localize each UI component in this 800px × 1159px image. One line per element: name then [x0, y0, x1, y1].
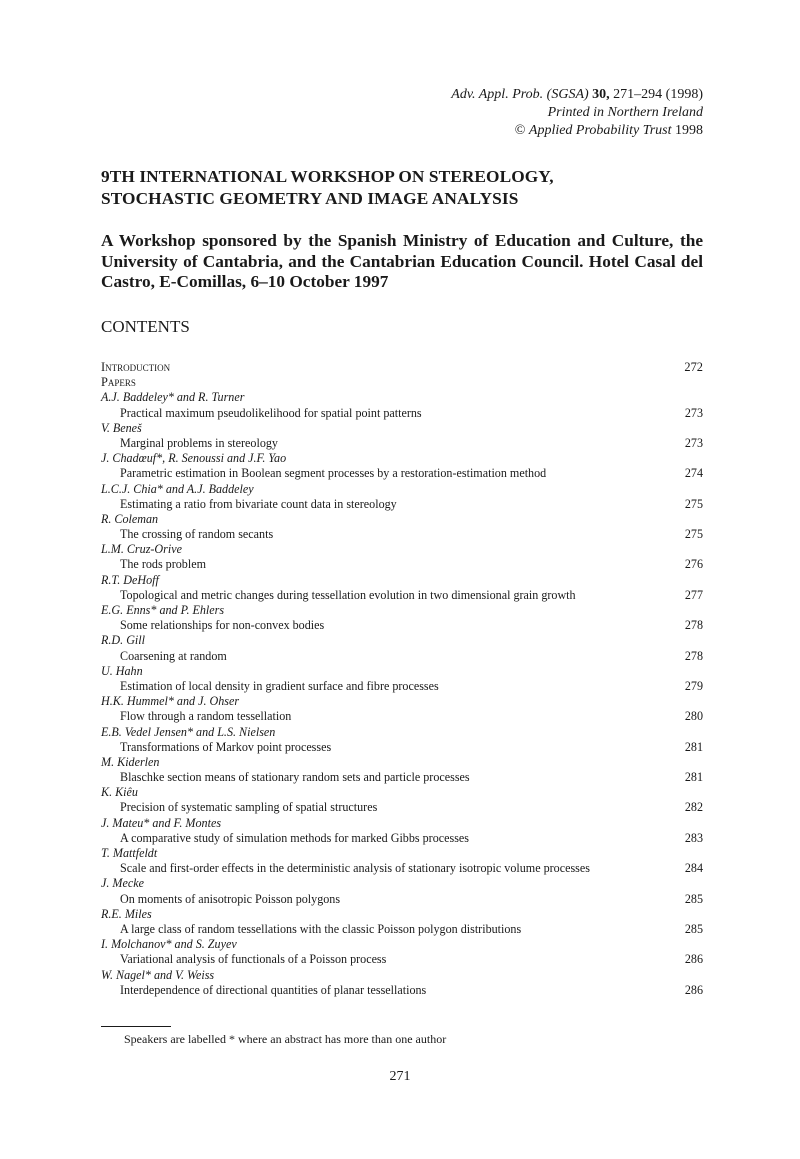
page-title — [101, 166, 661, 210]
title-line-1: 9TH INTERNATIONAL WORKSHOP ON STEREOLOGY, — [101, 167, 554, 186]
toc-entry-authors: L.M. Cruz-Orive — [101, 542, 182, 557]
toc-entry-title: Variational analysis of functionals of a Poisson process — [120, 952, 387, 967]
toc-entry-title-row[interactable] — [101, 709, 703, 724]
toc-entry-title-row[interactable] — [101, 618, 703, 633]
toc-entry-page: 275 — [684, 527, 703, 542]
toc-entry-title: A large class of random tessellations with the classic Poisson polygon distributions — [120, 921, 522, 936]
toc-entry-title: Parametric estimation in Boolean segment processes by a restoration-estimation method — [120, 466, 547, 481]
toc-entry-authors: T. Mattfeldt — [101, 846, 158, 860]
toc-entry-title-row[interactable] — [101, 922, 703, 937]
toc-entry-title: Coarsening at random — [120, 648, 227, 663]
toc-entry-title: The crossing of random secants — [120, 527, 274, 542]
trust-name: Applied Probability Trust — [528, 123, 672, 138]
toc-entry-authors: J. Chadœuf*, R. Senoussi and J.F. Yao — [101, 451, 287, 466]
toc-entry-title-row[interactable] — [101, 892, 703, 907]
toc-entry-title: Blaschke section means of stationary random sets and particle processes — [120, 770, 470, 785]
toc-entry-page: 279 — [684, 678, 703, 693]
citation-line — [451, 86, 703, 104]
toc-entry-authors: K. Kiêu — [101, 785, 138, 800]
toc-entry-page: 283 — [684, 830, 703, 845]
table-of-contents — [101, 360, 703, 998]
toc-entry-page: 281 — [684, 739, 703, 754]
toc-entry-title: Practical maximum pseudolikelihood for spatial point patterns — [120, 405, 422, 420]
trust-year: 1998 — [675, 123, 703, 138]
workshop-subtitle: A Workshop sponsored by the Spanish Ministry of Education and Culture, the University of Cantabria, and the Cantabrian Education Council. Hotel Casal del Castro, E-Comillas, 6–10 October 1997 — [101, 231, 703, 291]
toc-introduction-label: Introduction — [101, 360, 171, 374]
toc-entry-title: Flow through a random tessellation — [120, 709, 292, 724]
toc-entry-title-row[interactable] — [101, 406, 703, 421]
toc-entry-page: 285 — [684, 891, 703, 906]
toc-entry-page: 275 — [684, 496, 703, 511]
toc-entry-authors: J. Mecke — [101, 876, 144, 891]
contents-heading: CONTENTS — [101, 317, 190, 336]
toc-entry-page: 282 — [684, 800, 703, 815]
toc-entry-authors: J. Mateu* and F. Montes — [101, 815, 222, 830]
toc-entry-authors: E.B. Vedel Jensen* and L.S. Nielsen — [101, 724, 276, 739]
toc-entry-authors: H.K. Hummel* and J. Ohser — [101, 694, 240, 709]
toc-entry-authors: R.E. Miles — [101, 906, 152, 921]
toc-entry-authors: R.D. Gill — [101, 633, 146, 648]
footnote: Speakers are labelled * where an abstract has more than one author — [124, 1032, 447, 1046]
toc-entry-title-row[interactable] — [101, 497, 703, 512]
toc-entry-page: 273 — [684, 405, 703, 420]
toc-entry-page: 277 — [684, 587, 703, 602]
toc-entries — [101, 390, 703, 998]
copyright-icon: © — [514, 123, 526, 138]
printed-line: Printed in Northern Ireland — [547, 105, 703, 120]
toc-entry-authors: E.G. Enns* and P. Ehlers — [101, 603, 225, 617]
toc-entry-title: On moments of anisotropic Poisson polygons — [120, 891, 341, 906]
toc-entry-title: The rods problem — [120, 557, 206, 572]
toc-entry-title-row[interactable] — [101, 952, 703, 967]
toc-entry-authors: I. Molchanov* and S. Zuyev — [101, 937, 237, 952]
toc-entry-authors: L.C.J. Chia* and A.J. Baddeley — [101, 481, 254, 496]
toc-entry-title-row[interactable] — [101, 466, 703, 481]
toc-entry-title-row[interactable] — [101, 740, 703, 755]
toc-entry-title-row[interactable] — [101, 436, 703, 451]
toc-entry-title-row[interactable] — [101, 983, 703, 998]
toc-entry-title: Some relationships for non-convex bodies — [120, 618, 325, 633]
copyright-line — [451, 122, 703, 140]
page-number: 271 — [389, 1069, 411, 1084]
toc-entry-authors: U. Hahn — [101, 663, 143, 678]
toc-entry-page: 274 — [684, 466, 703, 481]
toc-introduction-page: 272 — [684, 360, 703, 374]
toc-entry-title: Estimating a ratio from bivariate count data in stereology — [120, 496, 397, 511]
toc-papers-heading: Papers — [101, 375, 136, 390]
toc-entry-authors: R.T. DeHoff — [101, 572, 159, 587]
toc-entry-authors: M. Kiderlen — [101, 754, 160, 769]
toc-entry-authors: W. Nagel* and V. Weiss — [101, 967, 215, 982]
toc-entry-title-row[interactable] — [101, 679, 703, 694]
toc-entry-title: A comparative study of simulation methods for marked Gibbs processes — [120, 830, 469, 845]
toc-entry-title: Interdependence of directional quantities of planar tessellations — [120, 982, 427, 997]
toc-entry-title-row[interactable] — [101, 527, 703, 542]
toc-entry-page: 278 — [684, 618, 703, 633]
toc-entry-authors: A.J. Baddeley* and R. Turner — [101, 390, 245, 405]
toc-entry-title: Topological and metric changes during tessellation evolution in two dimensional grain growth — [120, 587, 576, 602]
toc-entry-title-row[interactable] — [101, 831, 703, 846]
toc-entry-title: Precision of systematic sampling of spatial structures — [120, 800, 378, 815]
toc-entry-title-row[interactable] — [101, 557, 703, 572]
toc-entry-title-row[interactable] — [101, 649, 703, 664]
toc-entry-authors: R. Coleman — [101, 511, 159, 526]
toc-entry-page: 276 — [684, 557, 703, 572]
title-line-2: STOCHASTIC GEOMETRY AND IMAGE ANALYSIS — [101, 189, 519, 208]
toc-entry-title: Estimation of local density in gradient surface and fibre processes — [120, 678, 439, 693]
journal-pages-year: 271–294 (1998) — [613, 87, 703, 102]
toc-entry-title: Transformations of Markov point processes — [120, 739, 332, 754]
toc-introduction[interactable] — [101, 360, 703, 375]
toc-entry-authors: V. Beneš — [101, 420, 142, 435]
toc-entry-page: 284 — [684, 861, 703, 876]
toc-entry-title-row[interactable] — [101, 588, 703, 603]
toc-entry-title-row[interactable] — [101, 861, 703, 876]
toc-entry-page: 286 — [684, 952, 703, 967]
toc-entry-page: 280 — [684, 709, 703, 724]
toc-entry-page: 281 — [684, 770, 703, 785]
toc-entry-page: 285 — [684, 921, 703, 936]
journal-header — [451, 86, 703, 140]
toc-entry-title-row[interactable] — [101, 770, 703, 785]
toc-entry-page: 278 — [684, 648, 703, 663]
footnote-rule — [101, 1026, 171, 1027]
toc-entry-title: Marginal problems in stereology — [120, 435, 278, 450]
journal-name: Adv. Appl. Prob. (SGSA) — [451, 87, 589, 102]
toc-entry-title: Scale and first-order effects in the deterministic analysis of stationary isotropic volume processes — [120, 861, 590, 876]
journal-volume: 30, — [592, 87, 610, 102]
toc-entry-page: 286 — [684, 982, 703, 997]
toc-entry-page: 273 — [684, 435, 703, 450]
toc-entry-title-row[interactable] — [101, 800, 703, 815]
